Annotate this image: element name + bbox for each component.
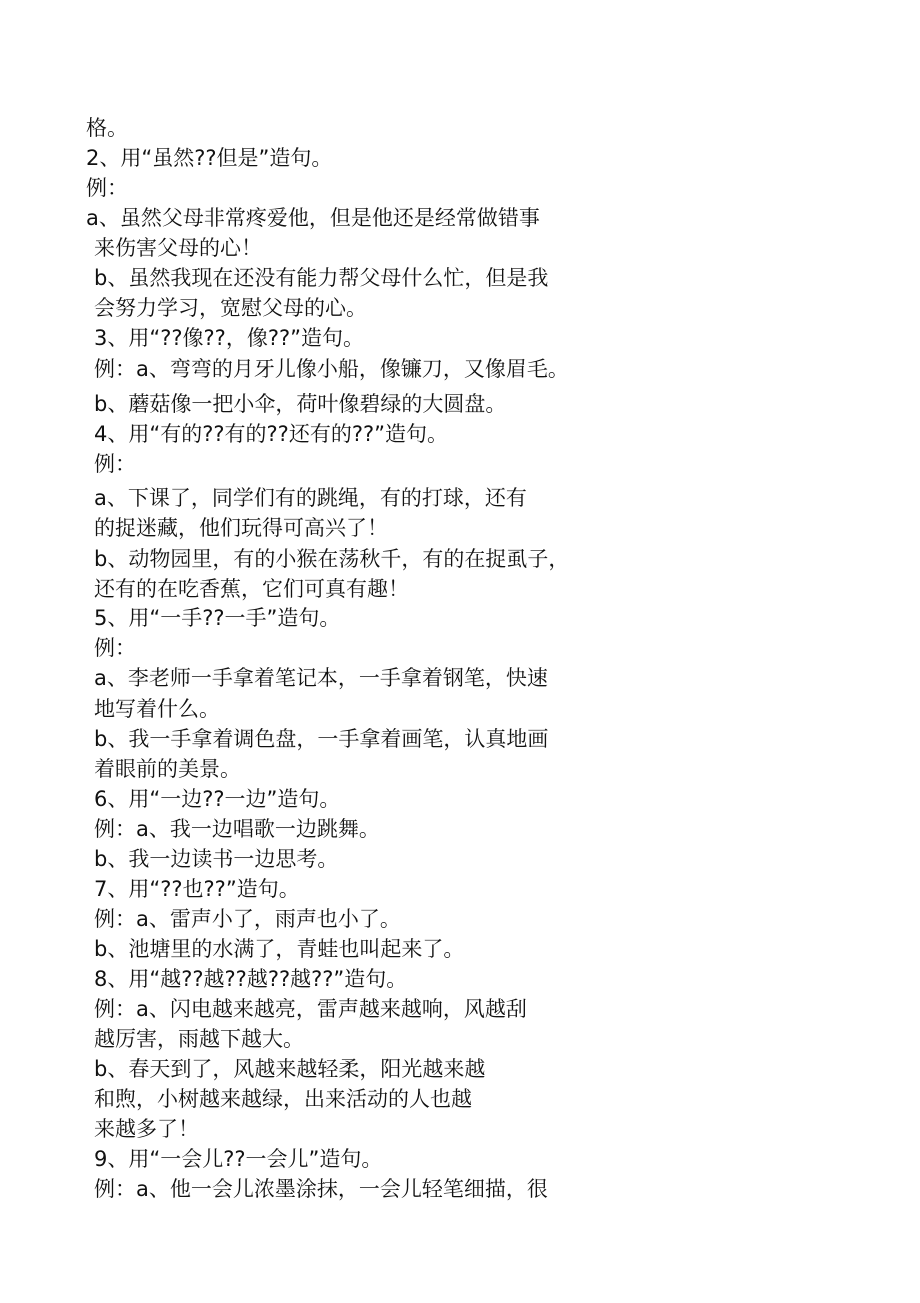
text-line: 6、用“一边??一边”造句。 xyxy=(94,787,341,811)
text-line: 例：a、我一边唱歌一边跳舞。 xyxy=(94,817,380,841)
text-line: 9、用“一会儿??一会儿”造句。 xyxy=(94,1147,383,1171)
text-line: 和煦，小树越来越绿，出来活动的人也越 xyxy=(94,1087,472,1111)
text-line: 格。 xyxy=(86,116,128,140)
text-line: b、动物园里，有的小猴在荡秋千，有的在捉虱子， xyxy=(94,547,570,571)
text-line: b、我一手拿着调色盘，一手拿着画笔，认真地画 xyxy=(94,727,549,751)
text-line: 来伤害父母的心！ xyxy=(94,236,262,260)
text-line: 来越多了！ xyxy=(94,1117,199,1141)
text-line: 地写着什么。 xyxy=(94,697,220,721)
text-line: 4、用“有的??有的??还有的??”造句。 xyxy=(94,422,448,446)
text-line: 还有的在吃香蕉，它们可真有趣！ xyxy=(94,577,409,601)
text-line: 7、用“??也??”造句。 xyxy=(94,877,300,901)
text-line: 例：a、他一会儿浓墨涂抹，一会儿轻笔细描，很 xyxy=(94,1177,548,1201)
text-line: 例：a、闪电越来越亮，雷声越来越响，风越刮 xyxy=(94,997,527,1021)
text-line: 5、用“一手??一手”造句。 xyxy=(94,606,341,630)
text-line: 例： xyxy=(86,176,128,200)
text-line: 例： xyxy=(94,452,136,476)
text-line: 着眼前的美景。 xyxy=(94,757,241,781)
text-line: b、蘑菇像一把小伞，荷叶像碧绿的大圆盘。 xyxy=(94,392,507,416)
text-line: 例：a、雷声小了，雨声也小了。 xyxy=(94,907,401,931)
text-line: 例： xyxy=(94,636,136,660)
text-line: a、李老师一手拿着笔记本，一手拿着钢笔，快速 xyxy=(94,666,548,690)
text-line: 8、用“越??越??越??越??”造句。 xyxy=(94,967,408,991)
text-line: b、池塘里的水满了，青蛙也叫起来了。 xyxy=(94,937,465,961)
text-line: 的捉迷藏，他们玩得可高兴了！ xyxy=(94,516,388,540)
text-line: a、虽然父母非常疼爱他，但是他还是经常做错事 xyxy=(86,206,540,230)
text-line: 例：a、弯弯的月牙儿像小船，像镰刀，又像眉毛。 xyxy=(94,357,569,381)
text-line: 越厉害，雨越下越大。 xyxy=(94,1027,304,1051)
text-line: b、我一边读书一边思考。 xyxy=(94,847,339,871)
text-line: b、虽然我现在还没有能力帮父母什么忙，但是我 xyxy=(94,266,549,290)
text-line: b、春天到了，风越来越轻柔，阳光越来越 xyxy=(94,1057,486,1081)
text-line: 会努力学习，宽慰父母的心。 xyxy=(94,296,367,320)
text-line: 3、用“??像??，像??”造句。 xyxy=(94,326,364,350)
text-line: 2、用“虽然??但是”造句。 xyxy=(86,146,333,170)
text-line: a、下课了，同学们有的跳绳，有的打球，还有 xyxy=(94,486,527,510)
